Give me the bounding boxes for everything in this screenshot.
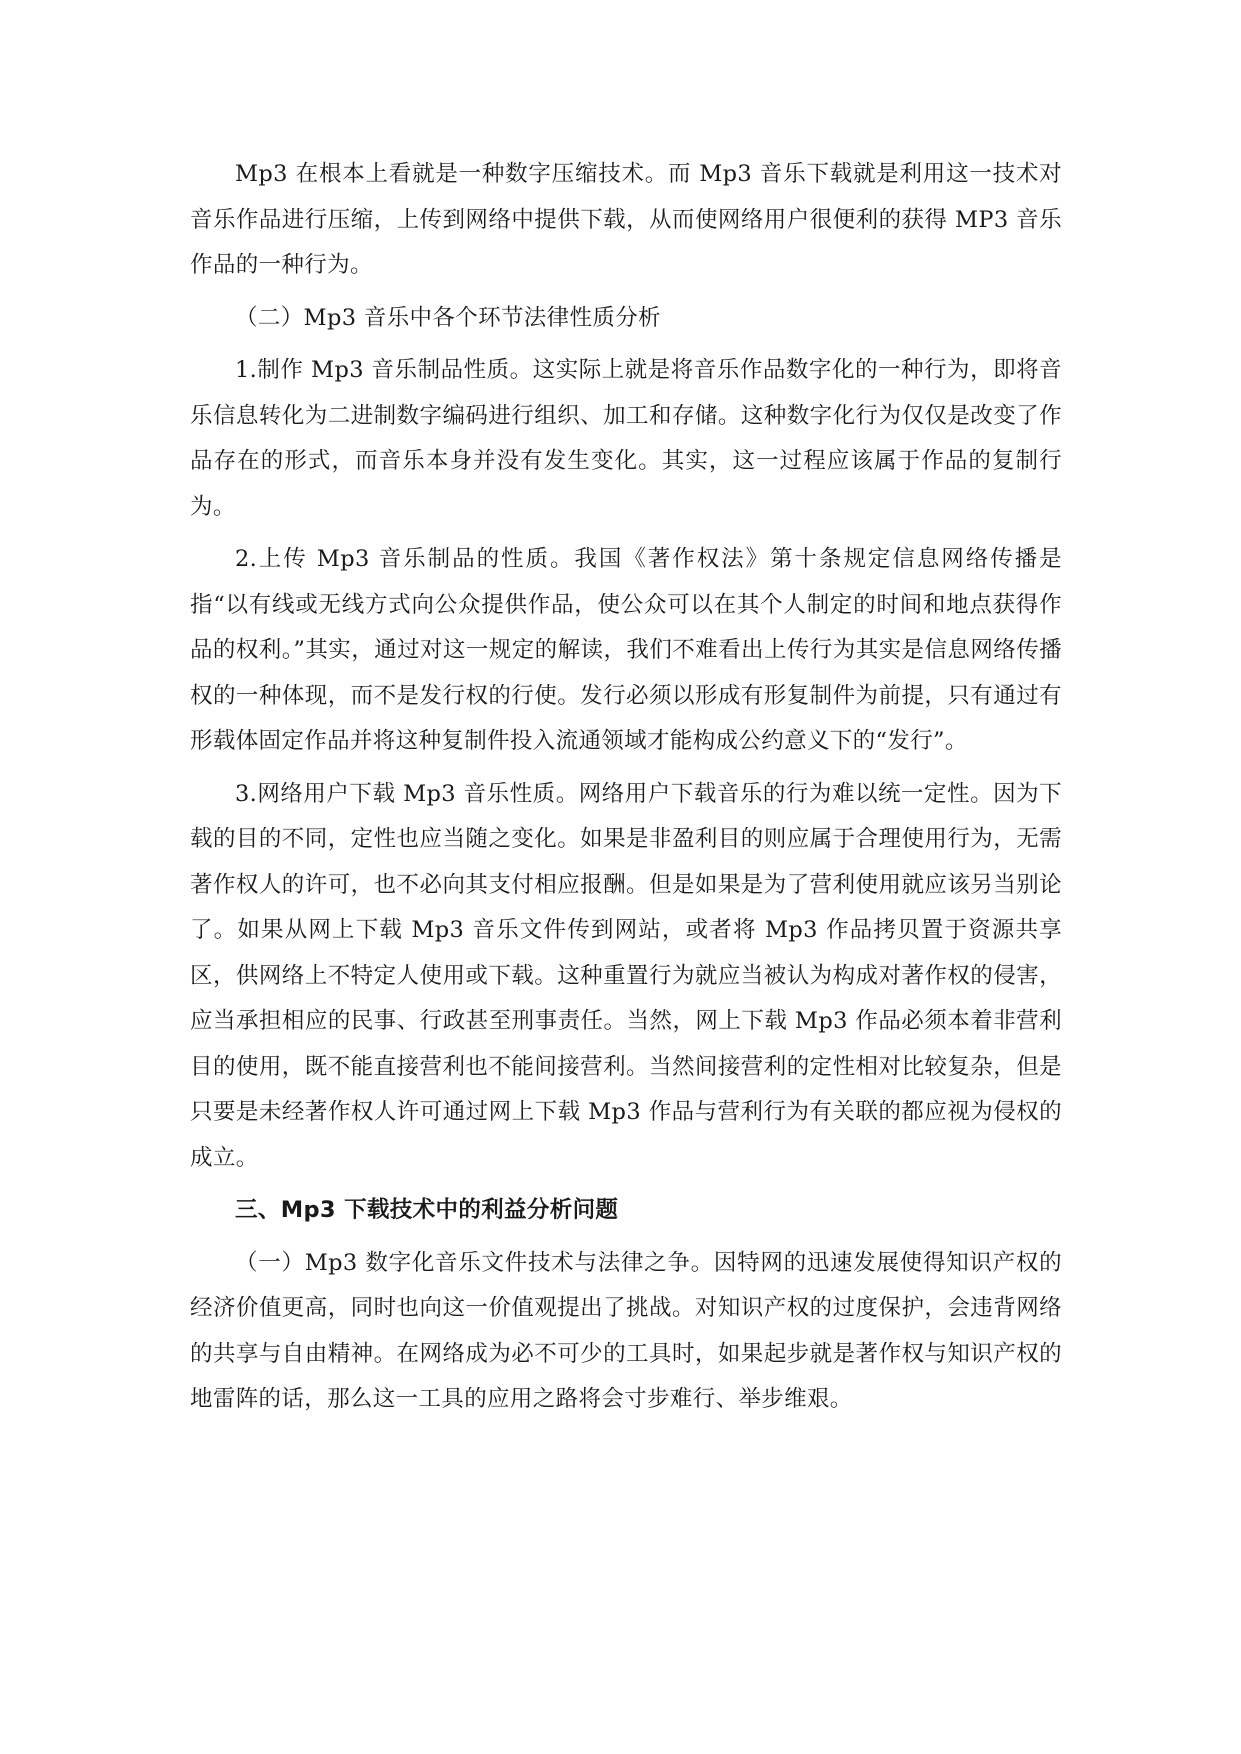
paragraph-download-nature: 3.网络用户下载 Mp3 音乐性质。网络用户下载音乐的行为难以统一定性。因为下载的目的不同，定性也应当随之变化。如果是非盈利目的则应属于合理使用行为，无需著作权人的许可，也不必向其支付相应报酬。但是如果是为了营利使用就应该另当别论了。如果从网上下载 Mp3 音乐文件传到网站，或者将 Mp3 作品拷贝置于资源共享区，供网络上不特定人使用或下载。这种重置行为就应当被认为构成对著作权的侵害，应当承担相应的民事、行政甚至刑事责任。当然，网上下载 Mp3 作品必须本着非营利目的使用，既不能直接营利也不能间接营利。当然间接营利的定性相对比较复杂，但是只要是未经著作权人许可通过网上下载 Mp3 作品与营利行为有关联的都应视为侵权的成立。: [190, 780, 1062, 1171]
paragraph-production-nature: 1.制作 Mp3 音乐制品性质。这实际上就是将音乐作品数字化的一种行为，即将音乐信息转化为二进制数字编码进行组织、加工和存储。这种数字化行为仅仅是改变了作品存在的形式，而音乐本身并没有发生变化。其实，这一过程应该属于作品的复制行为。: [190, 357, 1062, 520]
document-body: [190, 152, 1062, 1430]
paragraph-technology-vs-law: （一）Mp3 数字化音乐文件技术与法律之争。因特网的迅速发展使得知识产权的经济价值更高，同时也向这一价值观提出了挑战。对知识产权的过度保护，会违背网络的共享与自由精神。在网络成为必不可少的工具时，如果起步就是著作权与知识产权的地雷阵的话，那么这一工具的应用之路将会寸步难行、举步维艰。: [190, 1249, 1062, 1412]
section-heading: 三、Mp3 下载技术中的利益分析问题: [235, 1197, 619, 1223]
subheading-legal-analysis: （二）Mp3 音乐中各个环节法律性质分析: [235, 304, 661, 331]
paragraph-mp3-definition: Mp3 在根本上看就是一种数字压缩技术。而 Mp3 音乐下载就是利用这一技术对音乐作品进行压缩，上传到网络中提供下载，从而使网络用户很便利的获得 MP3 音乐作品的一种行为。: [190, 161, 1062, 278]
paragraph-upload-nature: 2.上传 Mp3 音乐制品的性质。我国《著作权法》第十条规定信息网络传播是指“以有线或无线方式向公众提供作品，使公众可以在其个人制定的时间和地点获得作品的权利。”其实，通过对这一规定的解读，我们不难看出上传行为其实是信息网络传播权的一种体现，而不是发行权的行使。发行必须以形成有形复制件为前提，只有通过有形载体固定作品并将这种复制件投入流通领域才能构成公约意义下的“发行”。: [190, 546, 1062, 754]
